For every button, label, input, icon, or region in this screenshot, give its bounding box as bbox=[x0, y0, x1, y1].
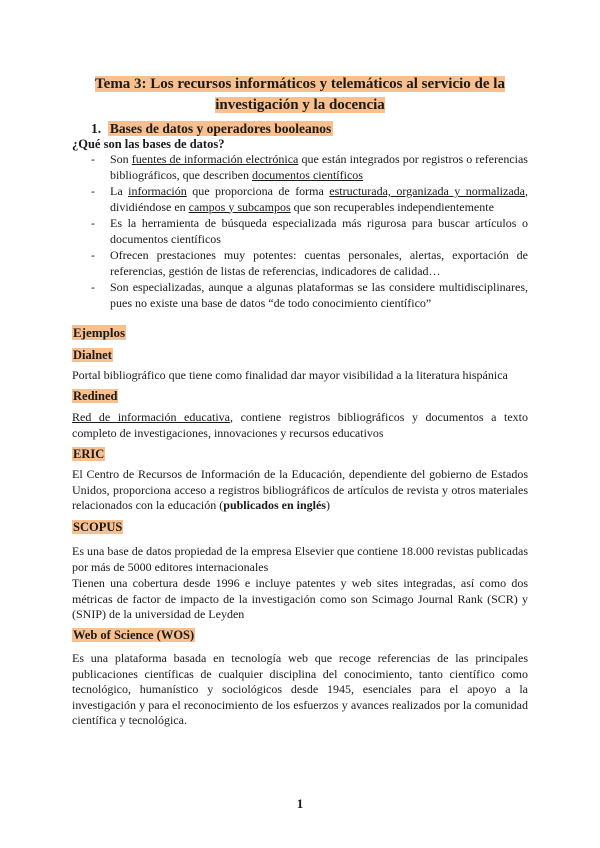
examples-heading: Ejemplos bbox=[73, 325, 125, 340]
eric-text: El Centro de Recursos de Información de la Educación, dependiente del gobierno de Estados Unidos, proporciona acceso a registros bibliográficos de artículos de revista y otros materiales relacionados con la educación (publicados en inglés) bbox=[72, 467, 528, 512]
dialnet-text: Portal bibliográfico que tiene como finalidad dar mayor visibilidad a la literatura hispánica bbox=[72, 368, 508, 382]
redined-heading: Redined bbox=[73, 389, 118, 403]
redined-text: Red de información educativa, contiene registros bibliográficos y documentos a texto completo de investigaciones, innovaciones y recursos educativos bbox=[72, 410, 528, 440]
document-title: Tema 3: Los recursos informáticos y telemáticos al servicio de la investigación y la docencia bbox=[95, 76, 505, 113]
eric-heading: ERIC bbox=[73, 447, 105, 461]
list-item: - La información que proporciona de forma estructurada, organizada y normalizada, dividiéndose en campos y subcampos que son recuperables independientemente bbox=[72, 184, 528, 215]
list-item: - Ofrecen prestaciones muy potentes: cuentas personales, alertas, exportación de referencias, gestión de listas de referencias, indicadores de calidad… bbox=[72, 248, 528, 279]
scopus-heading: SCOPUS bbox=[73, 520, 123, 534]
wos-heading: Web of Science (WOS) bbox=[73, 628, 195, 642]
definition-list bbox=[72, 152, 528, 312]
page-number: 1 bbox=[296, 796, 304, 811]
scopus-text-1: Es una base de datos propiedad de la empresa Elsevier que contiene 18.000 revistas publicadas por más de 5000 editores internacionales bbox=[72, 544, 528, 574]
question-heading: ¿Qué son las bases de datos? bbox=[72, 137, 225, 151]
scopus-text-2: Tienen una cobertura desde 1996 e incluye patentes y web sites integradas, así como dos métricas de factor de impacto de la investigación como son Scimago Journal Rank (SCR) y (SNIP) de la universidad de Leyden bbox=[72, 576, 528, 621]
section-heading: 1. Bases de datos y operadores booleanos bbox=[91, 121, 332, 136]
list-item: - Son fuentes de información electrónica que están integrados por registros o referencias bibliográficos, que describen documentos científicos bbox=[72, 152, 528, 183]
list-item: - Son especializadas, aunque a algunas plataformas se las considere multidisciplinares, pues no existe una base de datos “de todo conocimiento científico” bbox=[72, 280, 528, 311]
wos-text: Es una plataforma basada en tecnología web que recoge referencias de las principales publicaciones científicas de cualquier disciplina del conocimiento, tanto científico como tecnológico, humanístico y sociológicos desde 1945, esenciales para el apoyo a la investigación y para el reconocimiento de los esfuerzos y avances realizados por la comunidad científica y tecnológica. bbox=[72, 651, 528, 727]
dialnet-heading: Dialnet bbox=[73, 348, 112, 362]
list-item: - Es la herramienta de búsqueda especializada más rigurosa para buscar artículos o documentos científicos bbox=[72, 216, 528, 247]
